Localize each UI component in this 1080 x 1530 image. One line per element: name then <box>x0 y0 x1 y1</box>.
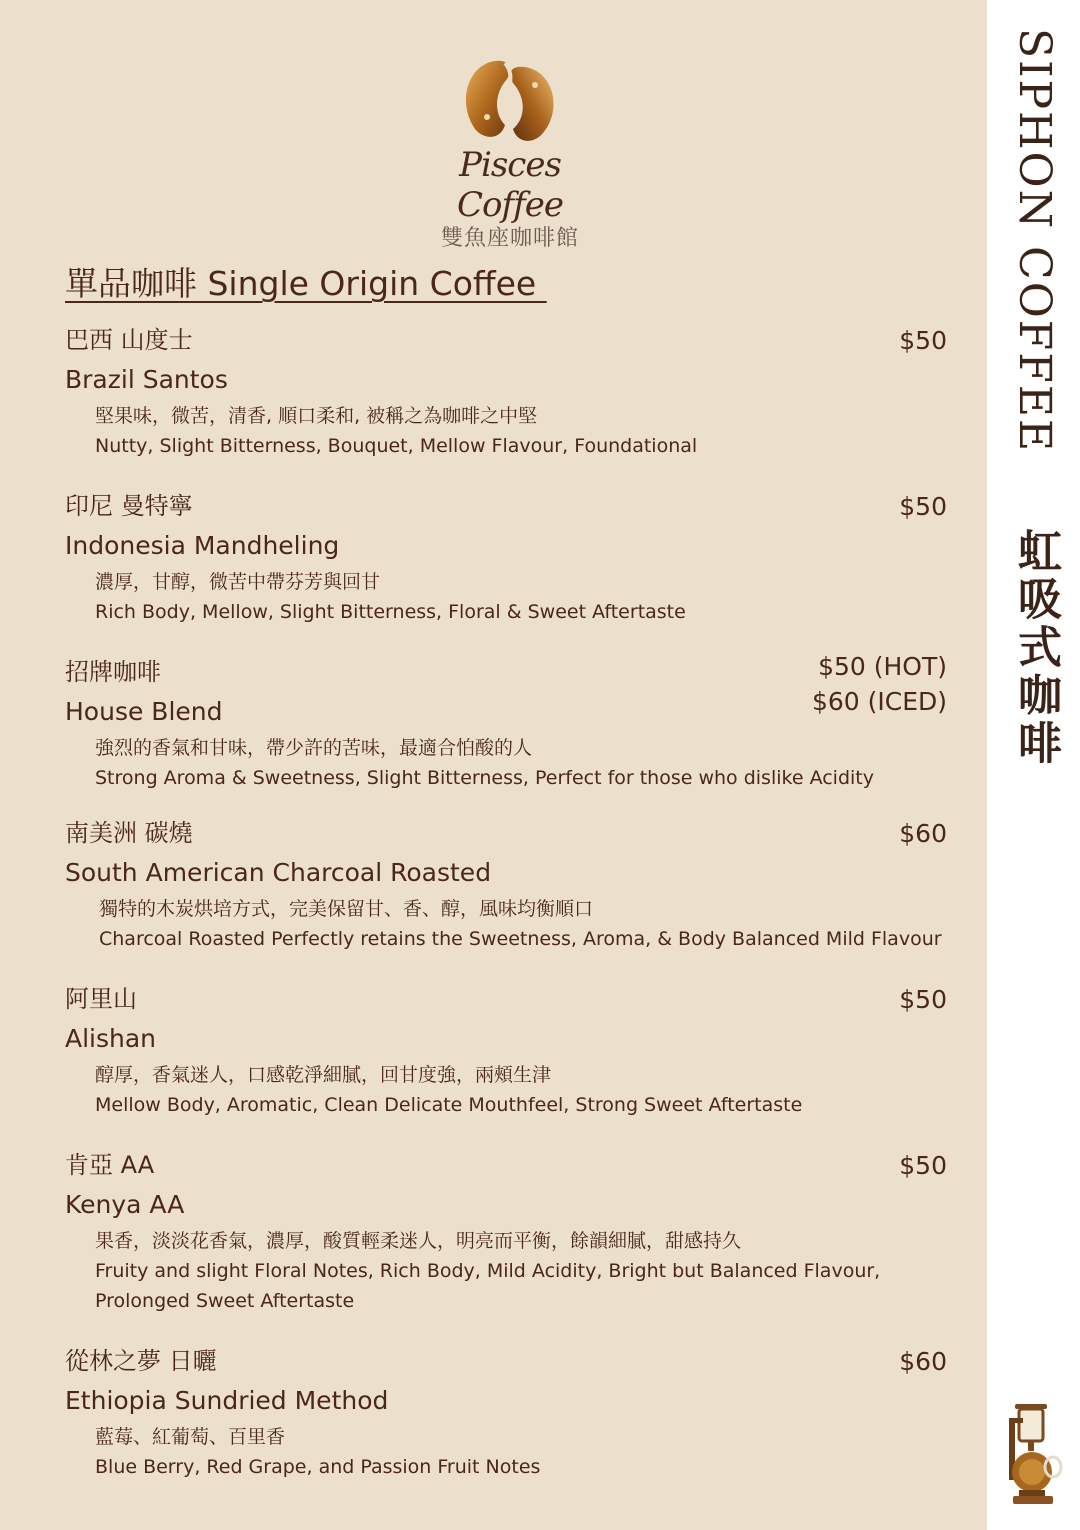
menu-item-indonesia-mandheling <box>65 489 955 627</box>
item-price <box>899 1344 947 1379</box>
price-value: $50 <box>899 326 947 355</box>
item-desc-en: Fruity and slight Floral Notes, Rich Body, Mild Acidity, Bright but Balanced Flavour, <box>95 1260 881 1282</box>
coffee-bean-logo-icon <box>455 55 565 147</box>
item-desc-en: Mellow Body, Aromatic, Clean Delicate Mouthfeel, Strong Sweet Aftertaste <box>95 1094 803 1116</box>
item-price <box>899 1148 947 1183</box>
price-value: $60 <box>899 1347 947 1376</box>
item-name-en: Brazil Santos <box>65 365 228 394</box>
price-iced: $60 (ICED) <box>811 687 947 716</box>
menu-item-kenya-aa <box>65 1148 955 1316</box>
section-title: 單品咖啡 Single Origin Coffee <box>65 264 547 303</box>
item-desc-en-continued: Prolonged Sweet Aftertaste <box>95 1290 355 1312</box>
item-desc-zh: 獨特的木炭烘培方式，完美保留甘、香、醇，風味均衡順口 <box>99 898 594 920</box>
item-name-en: Kenya AA <box>65 1190 185 1219</box>
item-price <box>899 323 947 358</box>
sidebar-title-zh: 虹吸式咖啡 <box>1010 528 1061 768</box>
menu-item-ethiopia-sundried <box>65 1344 955 1482</box>
item-name-en: Ethiopia Sundried Method <box>65 1386 389 1415</box>
item-name-en: South American Charcoal Roasted <box>65 858 492 887</box>
item-price <box>899 816 947 851</box>
item-name-zh: 肯亞 AA <box>65 1151 155 1179</box>
item-price <box>812 649 947 719</box>
menu-item-south-american-charcoal <box>65 816 955 954</box>
item-name-zh: 阿里山 <box>65 985 137 1013</box>
item-desc-en: Strong Aroma & Sweetness, Slight Bitterness, Perfect for those who dislike Acidity <box>95 767 874 789</box>
logo-chinese-name: 雙魚座咖啡館 <box>440 226 579 251</box>
price-hot: $50 (HOT) <box>818 652 947 681</box>
item-desc-zh: 濃厚，甘醇，微苦中帶芬芳與回甘 <box>95 571 381 593</box>
menu-item-alishan <box>65 982 955 1120</box>
item-desc-zh: 果香，淡淡花香氣，濃厚，酸質輕柔迷人，明亮而平衡，餘韻細膩，甜感持久 <box>95 1230 742 1252</box>
price-value: $60 <box>899 819 947 848</box>
price-value: $50 <box>899 985 947 1014</box>
item-desc-zh: 醇厚，香氣迷人，口感乾淨細膩，回甘度強，兩頰生津 <box>95 1064 552 1086</box>
item-name-en: Indonesia Mandheling <box>65 531 340 560</box>
item-price <box>899 982 947 1017</box>
menu-item-brazil-santos <box>65 323 955 461</box>
item-desc-en: Blue Berry, Red Grape, and Passion Fruit Notes <box>95 1456 541 1478</box>
price-value: $50 <box>899 492 947 521</box>
item-desc-en: Nutty, Slight Bitterness, Bouquet, Mellow Flavour, Foundational <box>95 435 698 457</box>
sidebar-title-en: SIPHON COFFEE <box>1009 28 1060 454</box>
menu-item-house-blend <box>65 652 955 793</box>
item-desc-zh: 藍莓、紅葡萄、百里香 <box>95 1426 286 1448</box>
item-desc-en: Rich Body, Mellow, Slight Bitterness, Floral & Sweet Aftertaste <box>95 601 686 623</box>
item-name-en: Alishan <box>65 1024 157 1053</box>
item-name-zh: 巴西 山度士 <box>65 326 193 354</box>
item-desc-zh: 堅果味，微苦，清香, 順口柔和, 被稱之為咖啡之中堅 <box>95 405 538 427</box>
item-name-zh: 南美洲 碳燒 <box>65 819 193 847</box>
item-desc-en: Charcoal Roasted Perfectly retains the Sweetness, Aroma, & Body Balanced Mild Flavour <box>99 928 942 950</box>
siphon-coffee-maker-icon <box>1005 1400 1065 1510</box>
item-desc-zh: 強烈的香氣和甘味，帶少許的苦味，最適合怕酸的人 <box>95 737 533 759</box>
item-name-zh: 招牌咖啡 <box>65 658 161 686</box>
item-name-zh: 從林之夢 日曬 <box>65 1347 217 1375</box>
item-name-zh: 印尼 曼特寧 <box>65 492 193 520</box>
item-price <box>899 489 947 524</box>
pisces-coffee-logo <box>418 55 602 251</box>
item-name-en: House Blend <box>65 697 223 726</box>
price-value: $50 <box>899 1151 947 1180</box>
logo-script-name: Pisces Coffee <box>457 145 563 225</box>
